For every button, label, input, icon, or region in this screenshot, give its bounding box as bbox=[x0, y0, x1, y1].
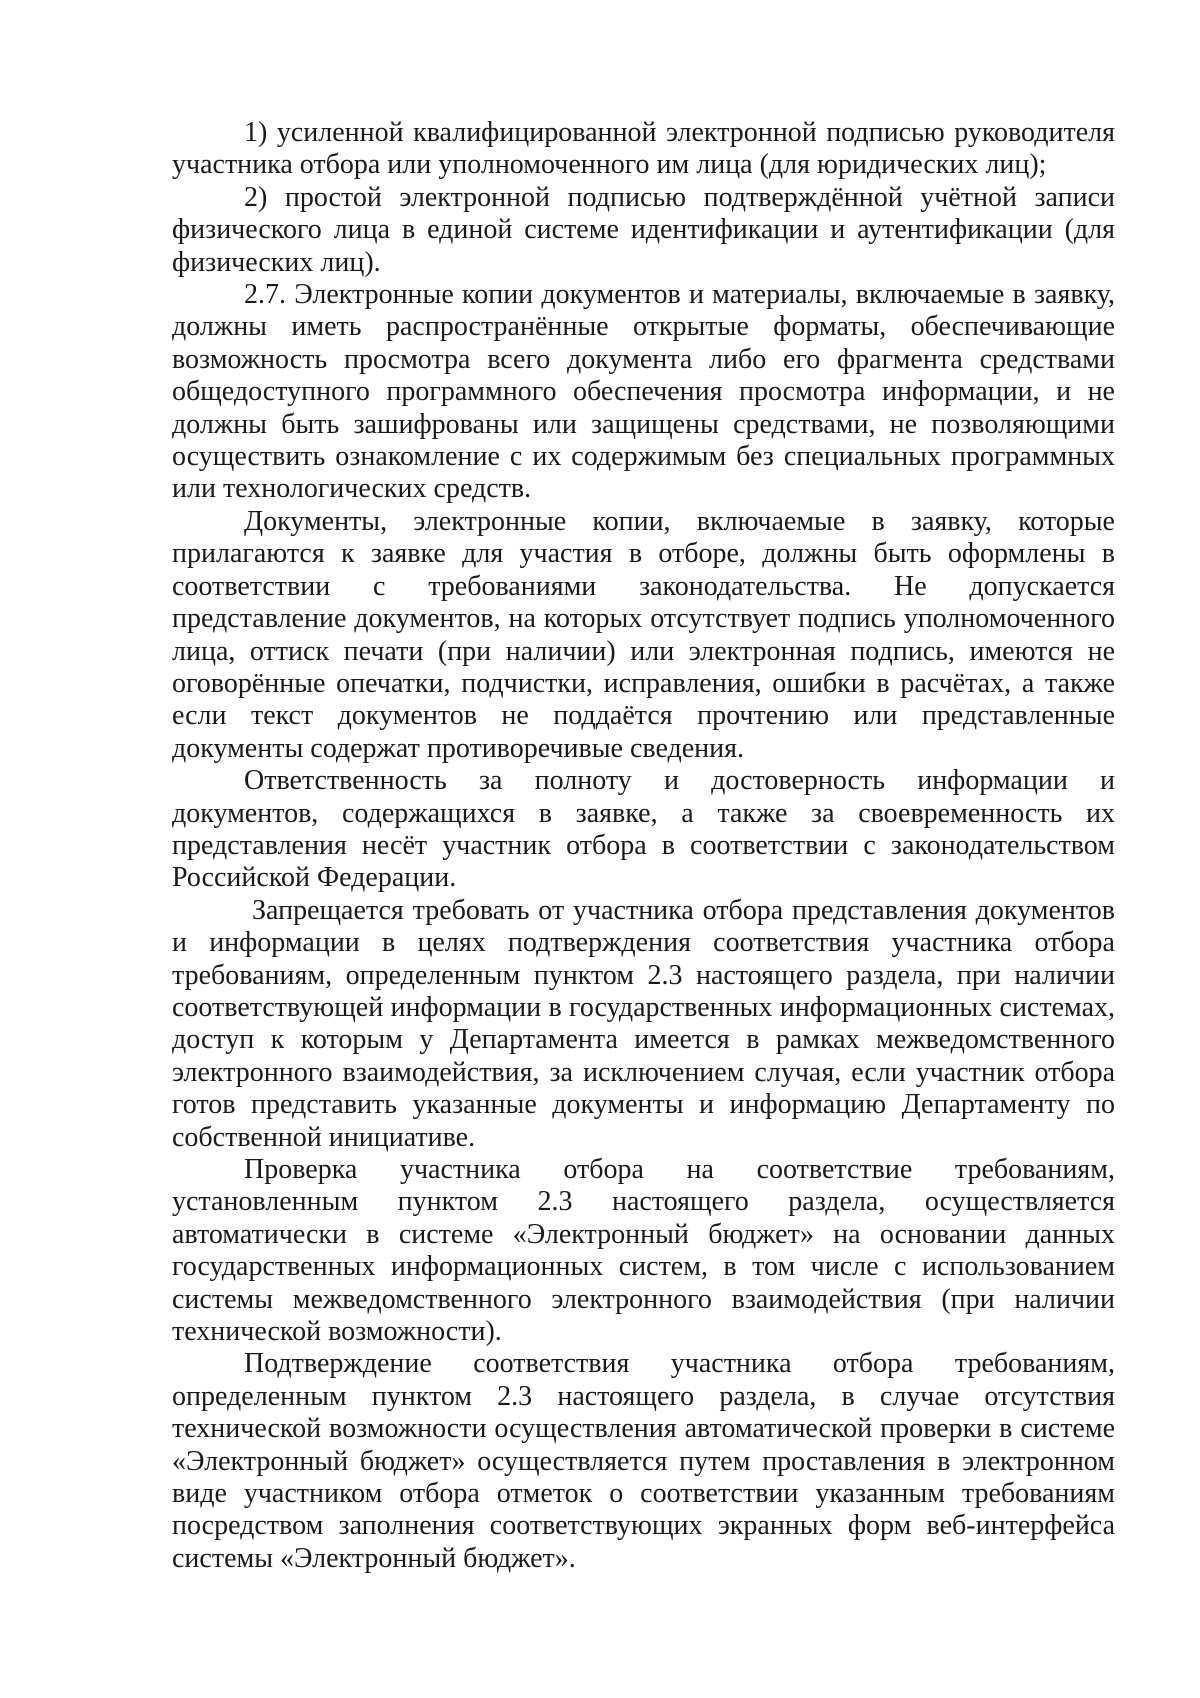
paragraph-signature-legal: 1) усиленной квалифицированной электронной подписью руководителя участника отбора или уполномоченного им лица (для юридических лиц); bbox=[172, 117, 1115, 181]
paragraph-2-7-electronic-copies: 2.7. Электронные копии документов и материалы, включаемые в заявку, должны иметь распространённые открытые форматы, обеспечивающие возможность просмотра всего документа либо его фрагмента средствами общедоступного программного обеспечения просмотра информации, и не должны быть зашифрованы или защищены средствами, не позволяющими осуществить ознакомление с их содержимым без специальных программных или технологических средств. bbox=[172, 279, 1115, 505]
paragraph-signature-individual: 2) простой электронной подписью подтверждённой учётной записи физического лица в единой системе идентификации и аутентификации (для физических лиц). bbox=[172, 181, 1115, 278]
paragraph-automatic-check: Проверка участника отбора на соответствие требованиям, установленным пунктом 2.3 настоящего раздела, осуществляется автоматически в системе «Электронный бюджет» на основании данных государственных информационных систем, в том числе с использованием системы межведомственного электронного взаимодействия (при наличии технической возможности). bbox=[172, 1154, 1115, 1348]
document-body bbox=[172, 117, 1115, 1575]
paragraph-confirmation: Подтверждение соответствия участника отбора требованиям, определенным пунктом 2.3 настоящего раздела, в случае отсутствия технической возможности осуществления автоматической проверки в системе «Электронный бюджет» осуществляется путем проставления в электронном виде участником отбора отметок о соответствии указанным требованиям посредством заполнения соответствующих экранных форм веб-интерфейса системы «Электронный бюджет». bbox=[172, 1348, 1115, 1574]
paragraph-prohibition: Запрещается требовать от участника отбора представления документов и информации в целях подтверждения соответствия участника отбора требованиям, определенным пунктом 2.3 настоящего раздела, при наличии соответствующей информации в государственных информационных системах, доступ к которым у Департамента имеется в рамках межведомственного электронного взаимодействия, за исключением случая, если участник отбора готов представить указанные документы и информацию Департаменту по собственной инициативе. bbox=[172, 894, 1115, 1153]
paragraph-document-requirements: Документы, электронные копии, включаемые в заявку, которые прилагаются к заявке для участия в отборе, должны быть оформлены в соответствии с требованиями законодательства. Не допускается представление документов, на которых отсутствует подпись уполномоченного лица, оттиск печати (при наличии) или электронная подпись, имеются не оговорённые опечатки, подчистки, исправления, ошибки в расчётах, а также если текст документов не поддаётся прочтению или представленные документы содержат противоречивые сведения. bbox=[172, 505, 1115, 764]
paragraph-responsibility: Ответственность за полноту и достоверность информации и документов, содержащихся в заявке, а также за своевременность их представления несёт участник отбора в соответствии с законодательством Российской Федерации. bbox=[172, 765, 1115, 894]
